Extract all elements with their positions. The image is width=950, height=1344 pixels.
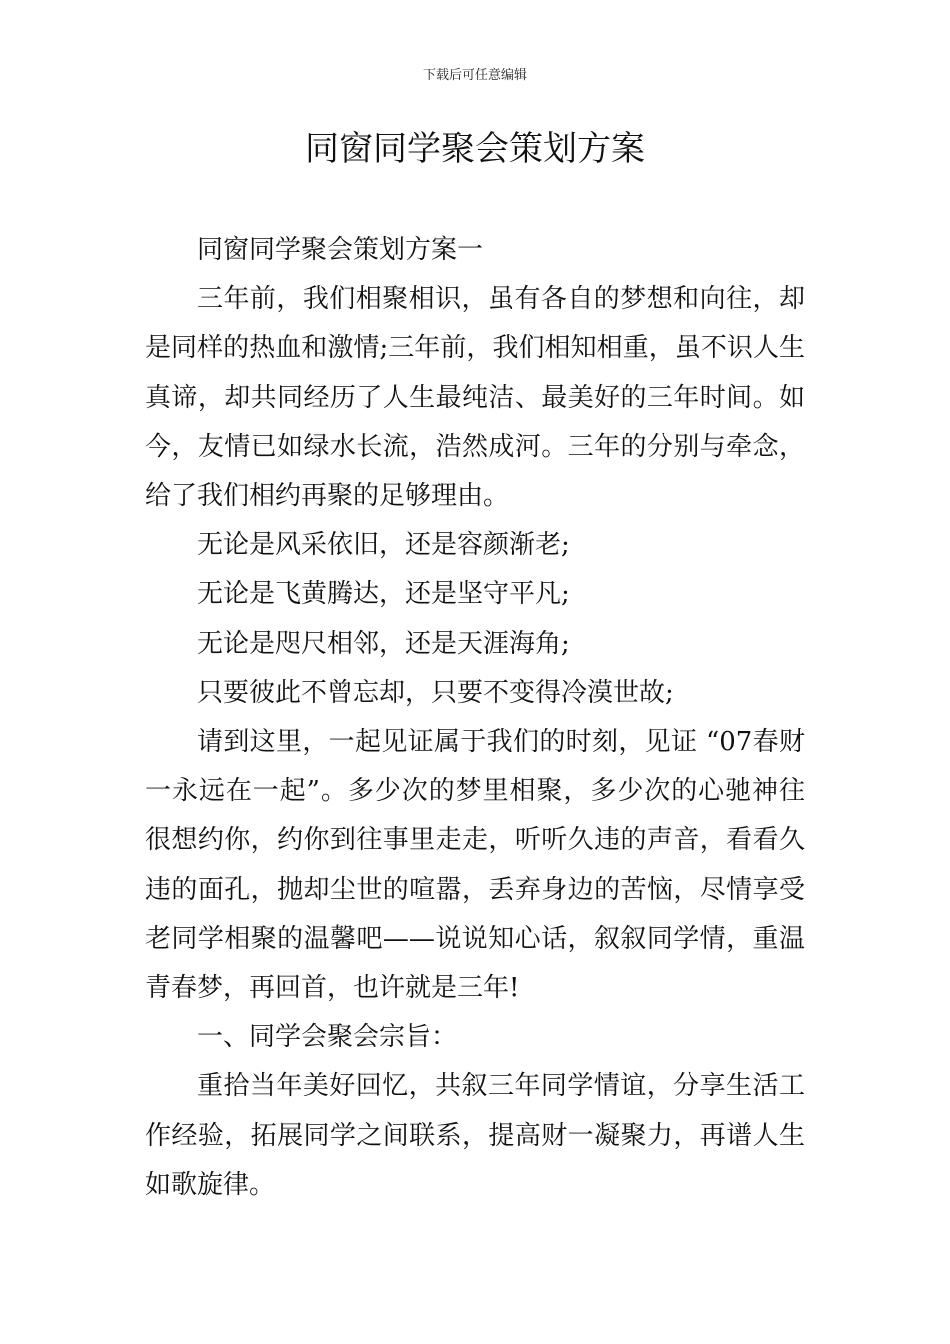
document-body (145, 226, 805, 1210)
document-title: 同窗同学聚会策划方案 (305, 129, 645, 169)
section-heading: 同窗同学聚会策划方案一 (197, 235, 484, 265)
header-note: 下载后可任意编辑 (422, 68, 527, 83)
invitation-paragraph: 请到这里，一起见证属于我们的时刻，见证 “07春财一永远在一起”。多少次的梦里相聚，多少次的心驰神往很想约你，约你到往事里走走，听听久违的声音，看看久违的面孔，抛却尘世的喧嚣，丢弃身边的苦恼，尽情享受老同学相聚的温馨吧——说说知心话，叙叙同学情，重温青春梦，再回首，也许就是三年! (145, 727, 805, 1004)
verse-line-4: 只要彼此不曾忘却，只要不变得冷漠世故; (197, 677, 674, 708)
purpose-heading: 一、同学会聚会宗旨： (197, 1022, 458, 1053)
verse-line-1: 无论是风采依旧，还是容颜渐老; (197, 530, 570, 561)
purpose-paragraph: 重拾当年美好回忆，共叙三年同学情谊，分享生活工作经验，拓展同学之间联系，提高财一凝聚力，再谱人生如歌旋律。 (145, 1071, 805, 1200)
intro-paragraph: 三年前，我们相聚相识，虽有各自的梦想和向往，却是同样的热血和激情;三年前，我们相知相重，虽不识人生真谛，却共同经历了人生最纯洁、最美好的三年时间。如今，友情已如绿水长流，浩然成河。三年的分别与牵念，给了我们相约再聚的足够理由。 (145, 284, 805, 512)
verse-line-3: 无论是咫尺相邻，还是天涯海角; (197, 628, 570, 659)
verse-line-2: 无论是飞黄腾达，还是坚守平凡; (197, 579, 570, 610)
